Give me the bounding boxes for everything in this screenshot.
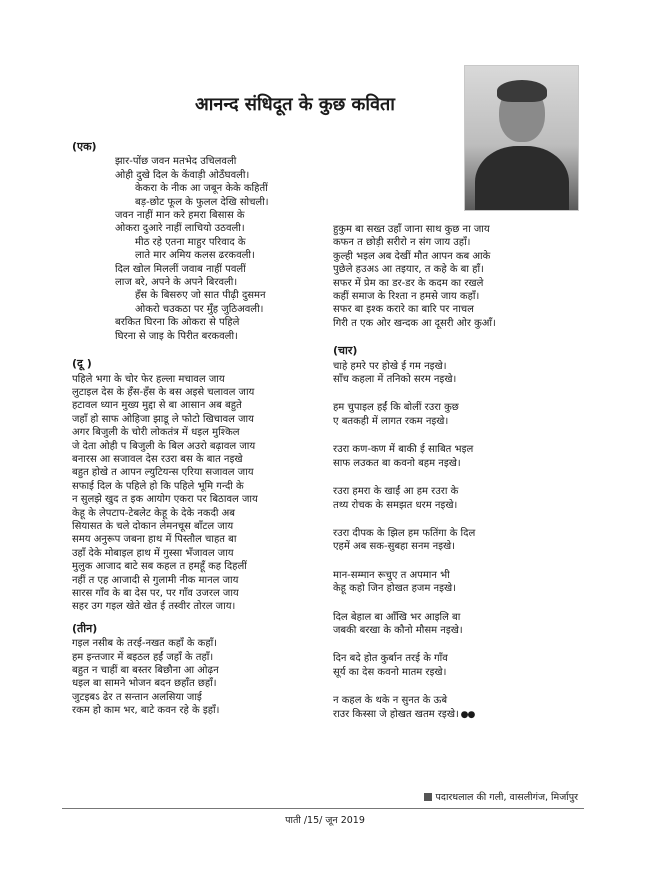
end-mark-icon: ●●	[458, 709, 475, 720]
poem-1-heading: (एक)	[72, 140, 97, 153]
poem-line: रउरा कण-कण में बाकी ई साबित भइल	[333, 444, 474, 456]
poem-line: सफाई दिल के पहिले हो कि पहिले भूमि गन्दी के	[72, 480, 244, 492]
poem-gap	[72, 614, 302, 622]
poem-line: उहाँ देके मोबाइल हाथ में गुस्सा भँजावल जाय	[72, 547, 234, 559]
poem-line: झार-पोंछ जवन मतभेद उचिलवली	[115, 156, 237, 168]
poem-3-continued	[333, 223, 565, 330]
poem-line: रकम हो काम भर, बाटे कवन रहे के इहाँ।	[72, 705, 220, 717]
poem-line: दिल खोल मिललीं जवाब नाहीं पवलीं	[115, 263, 246, 275]
poem-line: धइल बा सामने भोजन बदन छहाँत छहाँ।	[72, 678, 217, 690]
page-footer: पाती /15/ जून 2019	[285, 815, 365, 826]
poem-line: रउरा हमरा के खाईं आ हम रउरा के	[333, 486, 459, 498]
poem-line: मीठ रहे एतना माहुर परिवाद के	[135, 236, 246, 248]
poem-line: ओकरा दुआरे नाहीं लाचियो उठवली।	[115, 223, 245, 235]
poem-2-body	[72, 373, 302, 614]
poem-line: जुटइबऽ ढेर त सन्तान अलसिया जाई	[72, 691, 202, 703]
poem-gap	[72, 343, 302, 357]
photo-body-shape	[475, 146, 569, 211]
poem-line: लुटाइल देस के हँस-हँस के बस अइसे चलावल जाय	[72, 386, 255, 398]
poem-1-body	[72, 155, 302, 343]
poem-line: पहिले भगा के चोर फेर हल्ला मचावल जाय	[72, 373, 225, 385]
poem-line: साफ लउकत बा कवनो बहम नइखे।	[333, 457, 461, 469]
poem-line: हुकुम बा सख्त उहाँ जाना साथ कुछ ना जाय	[333, 224, 490, 235]
poem-line: जे देता ओही प बिजुली के बिल अउरो बढ़ावल जाय	[72, 440, 256, 452]
poem-gap	[333, 330, 565, 344]
poem-line: मुलुक आजाद बाटे सब कहल त हमहूँ कह दिहलीं	[72, 561, 247, 573]
page-title: आनन्द संधिदूत के कुछ कविता	[195, 94, 395, 115]
poem-line: चाहे हमरे पर होखे ई गम नइखे।	[333, 360, 447, 372]
stanza-gap	[333, 386, 565, 401]
poem-line: कहीं समाज के रिश्ता न हमसे जाय कहाँ।	[333, 291, 480, 303]
poem-line: जहाँ हो साफ ओहिजा झाडू ले फोटो खिचावल जाय	[72, 413, 254, 425]
poem-line: एहमें अब सक-सुबहा सनम नइखे।	[333, 541, 456, 553]
poem-line: केहू के लेपटाप-टेबलेट केहू के देके नकदी अब	[72, 507, 236, 519]
poem-line: ए बतकही में लागत रकम नइखे।	[333, 415, 449, 427]
poem-line: सियासत के चले दोकान लेमनचूस बाँटल जाय	[72, 520, 234, 532]
stanza-gap	[333, 554, 565, 569]
poem-line: जवन नाहीं मान करे हमरा बिसास के	[115, 210, 245, 222]
stanza-gap	[333, 596, 565, 611]
poem-line: न कहल के थके न सुनत के ऊबे	[333, 695, 448, 707]
poem-line: घिरना से जाइ के पिरीत बरकवली।	[115, 330, 238, 342]
poem-line: नहीं त एह आजादी से गुलामी नीक मानल जाय	[72, 574, 239, 586]
author-address-text: पदारधलाल की गली, वासलीगंज, मिर्जापुर	[435, 792, 578, 803]
poem-line: बड़-छोट फूल के फुलल देखि सोचली।	[135, 196, 269, 208]
poem-line: न सुलझे खुद त इक आयोग एकरा पर बिठावल जाय	[72, 494, 258, 506]
poem-3-heading: (तीन)	[72, 621, 98, 635]
poem-line: बनारस आ सजावल देस रउरा बस के बात नइखे	[72, 453, 243, 465]
poem-line: राउर किस्सा जे होखत खतम रइखे। ●●	[333, 708, 475, 720]
poem-line: समय अनुरूप जबना हाथ में पिस्तौल चाहत बा	[72, 534, 237, 546]
poem-line: रउरा दीपक के झिल हम फतिंगा के दिल	[333, 527, 476, 539]
left-column	[72, 140, 302, 718]
poem-line: लाज बरे, अपने के अपने बिरवली।	[115, 277, 238, 289]
poem-2-heading: (दू )	[72, 357, 92, 371]
author-photo	[464, 65, 579, 211]
poem-line: पुछेले हउअऽ आ तइयार, त कहे के बा हाँ।	[333, 264, 484, 276]
poem-line: बहुत होखे त आपन ल्युटियन्स एरिया सजावल जाय	[72, 467, 254, 479]
poem-line: हँस के बिसरुए जो सात पीढ़ी दुसमन	[135, 290, 266, 302]
poem-3-body	[72, 637, 302, 717]
poem-line: कुल्ही भइल अब देखीं मौत आपन कब आके	[333, 250, 491, 262]
poem-line: ओकरो चउकठा पर मुँह जुठिअवली।	[135, 303, 264, 315]
stanza-gap	[333, 428, 565, 443]
poem-line: सहर उग गइल खेते खेत ई तस्वीर तोरल जाय।	[72, 601, 236, 613]
poem-line: सारस गाँव के बा देस पर, पर गाँव उजरल जाय	[72, 588, 239, 599]
poem-4-body	[333, 360, 565, 722]
poem-line: बहुत न चाहीं बा बस्तर बिछौना आ ओढ़न	[72, 665, 219, 677]
poem-line: केकरा के नीक आ जबून केके कहितीं	[135, 183, 268, 195]
poem-line: दिल बेहाल बा आँखि भर आइलि बा	[333, 611, 461, 623]
stanza-gap	[333, 637, 565, 652]
poem-line: हटावल ध्यान मुख्य मुद्दा से बा आसान अब बहुते	[72, 400, 242, 412]
right-column	[333, 223, 565, 722]
poem-line: केहू कहो जिन होखत हजम नइखे।	[333, 583, 456, 595]
stanza-gap	[333, 512, 565, 527]
poem-line: दिन बदे होत कुर्बान तरई के गाँव	[333, 653, 448, 665]
poem-line: सूर्य का देस कवनो मातम रइखे।	[333, 666, 447, 678]
photo-hair-shape	[497, 80, 547, 102]
poem-line: सफर में प्रेम का डर-डर के कदम का रखले	[333, 277, 484, 289]
poem-line: लाते मार अमिय कलस ढरकवली।	[135, 250, 255, 262]
footer-rule	[62, 808, 584, 809]
square-bullet-icon	[424, 793, 432, 801]
stanza-gap	[333, 679, 565, 694]
poem-line: गइल नसीब के तरई-नखत कहाँ के कहाँ।	[72, 638, 218, 650]
poem-line: सफर बा इश्क करारे का बारि पर नाचल	[333, 304, 474, 316]
poem-line: अगर बिजुली के चोरी लोकतंत्र में धइल मुश्किल	[72, 427, 240, 439]
poem-line: मान-सम्मान रूचुए त अपमान भी	[333, 569, 450, 581]
stanza-gap	[333, 470, 565, 485]
poem-line: साँच कहला में तनिको सरम नइखे।	[333, 374, 457, 386]
poem-line: गिरी त एक ओर खन्दक आ दूसरी ओर कुआँ।	[333, 317, 496, 329]
poem-line: जबकी बरखा के कौनो मौसम नइखे।	[333, 624, 463, 636]
poem-line: तथ्य रोचक के समझत धरम नइखे।	[333, 499, 458, 511]
poem-line: कफन त छोड़ी सरीरो न संग जाय उहाँ।	[333, 237, 471, 249]
poem-line: बरकित घिरना कि ओकरा से पहिले	[115, 317, 240, 329]
poem-line: हम इन्तजार में बइठल हईं जहाँ के तहाँ।	[72, 651, 214, 663]
author-address	[424, 790, 579, 803]
poem-4-heading: (चार)	[333, 344, 358, 358]
poem-line: ओही दुखे दिल के केंवाड़ी ओठँघवली।	[115, 169, 250, 181]
poem-line: हम चुपाइल हईं कि बोलीं रउरा कुछ	[333, 402, 459, 414]
